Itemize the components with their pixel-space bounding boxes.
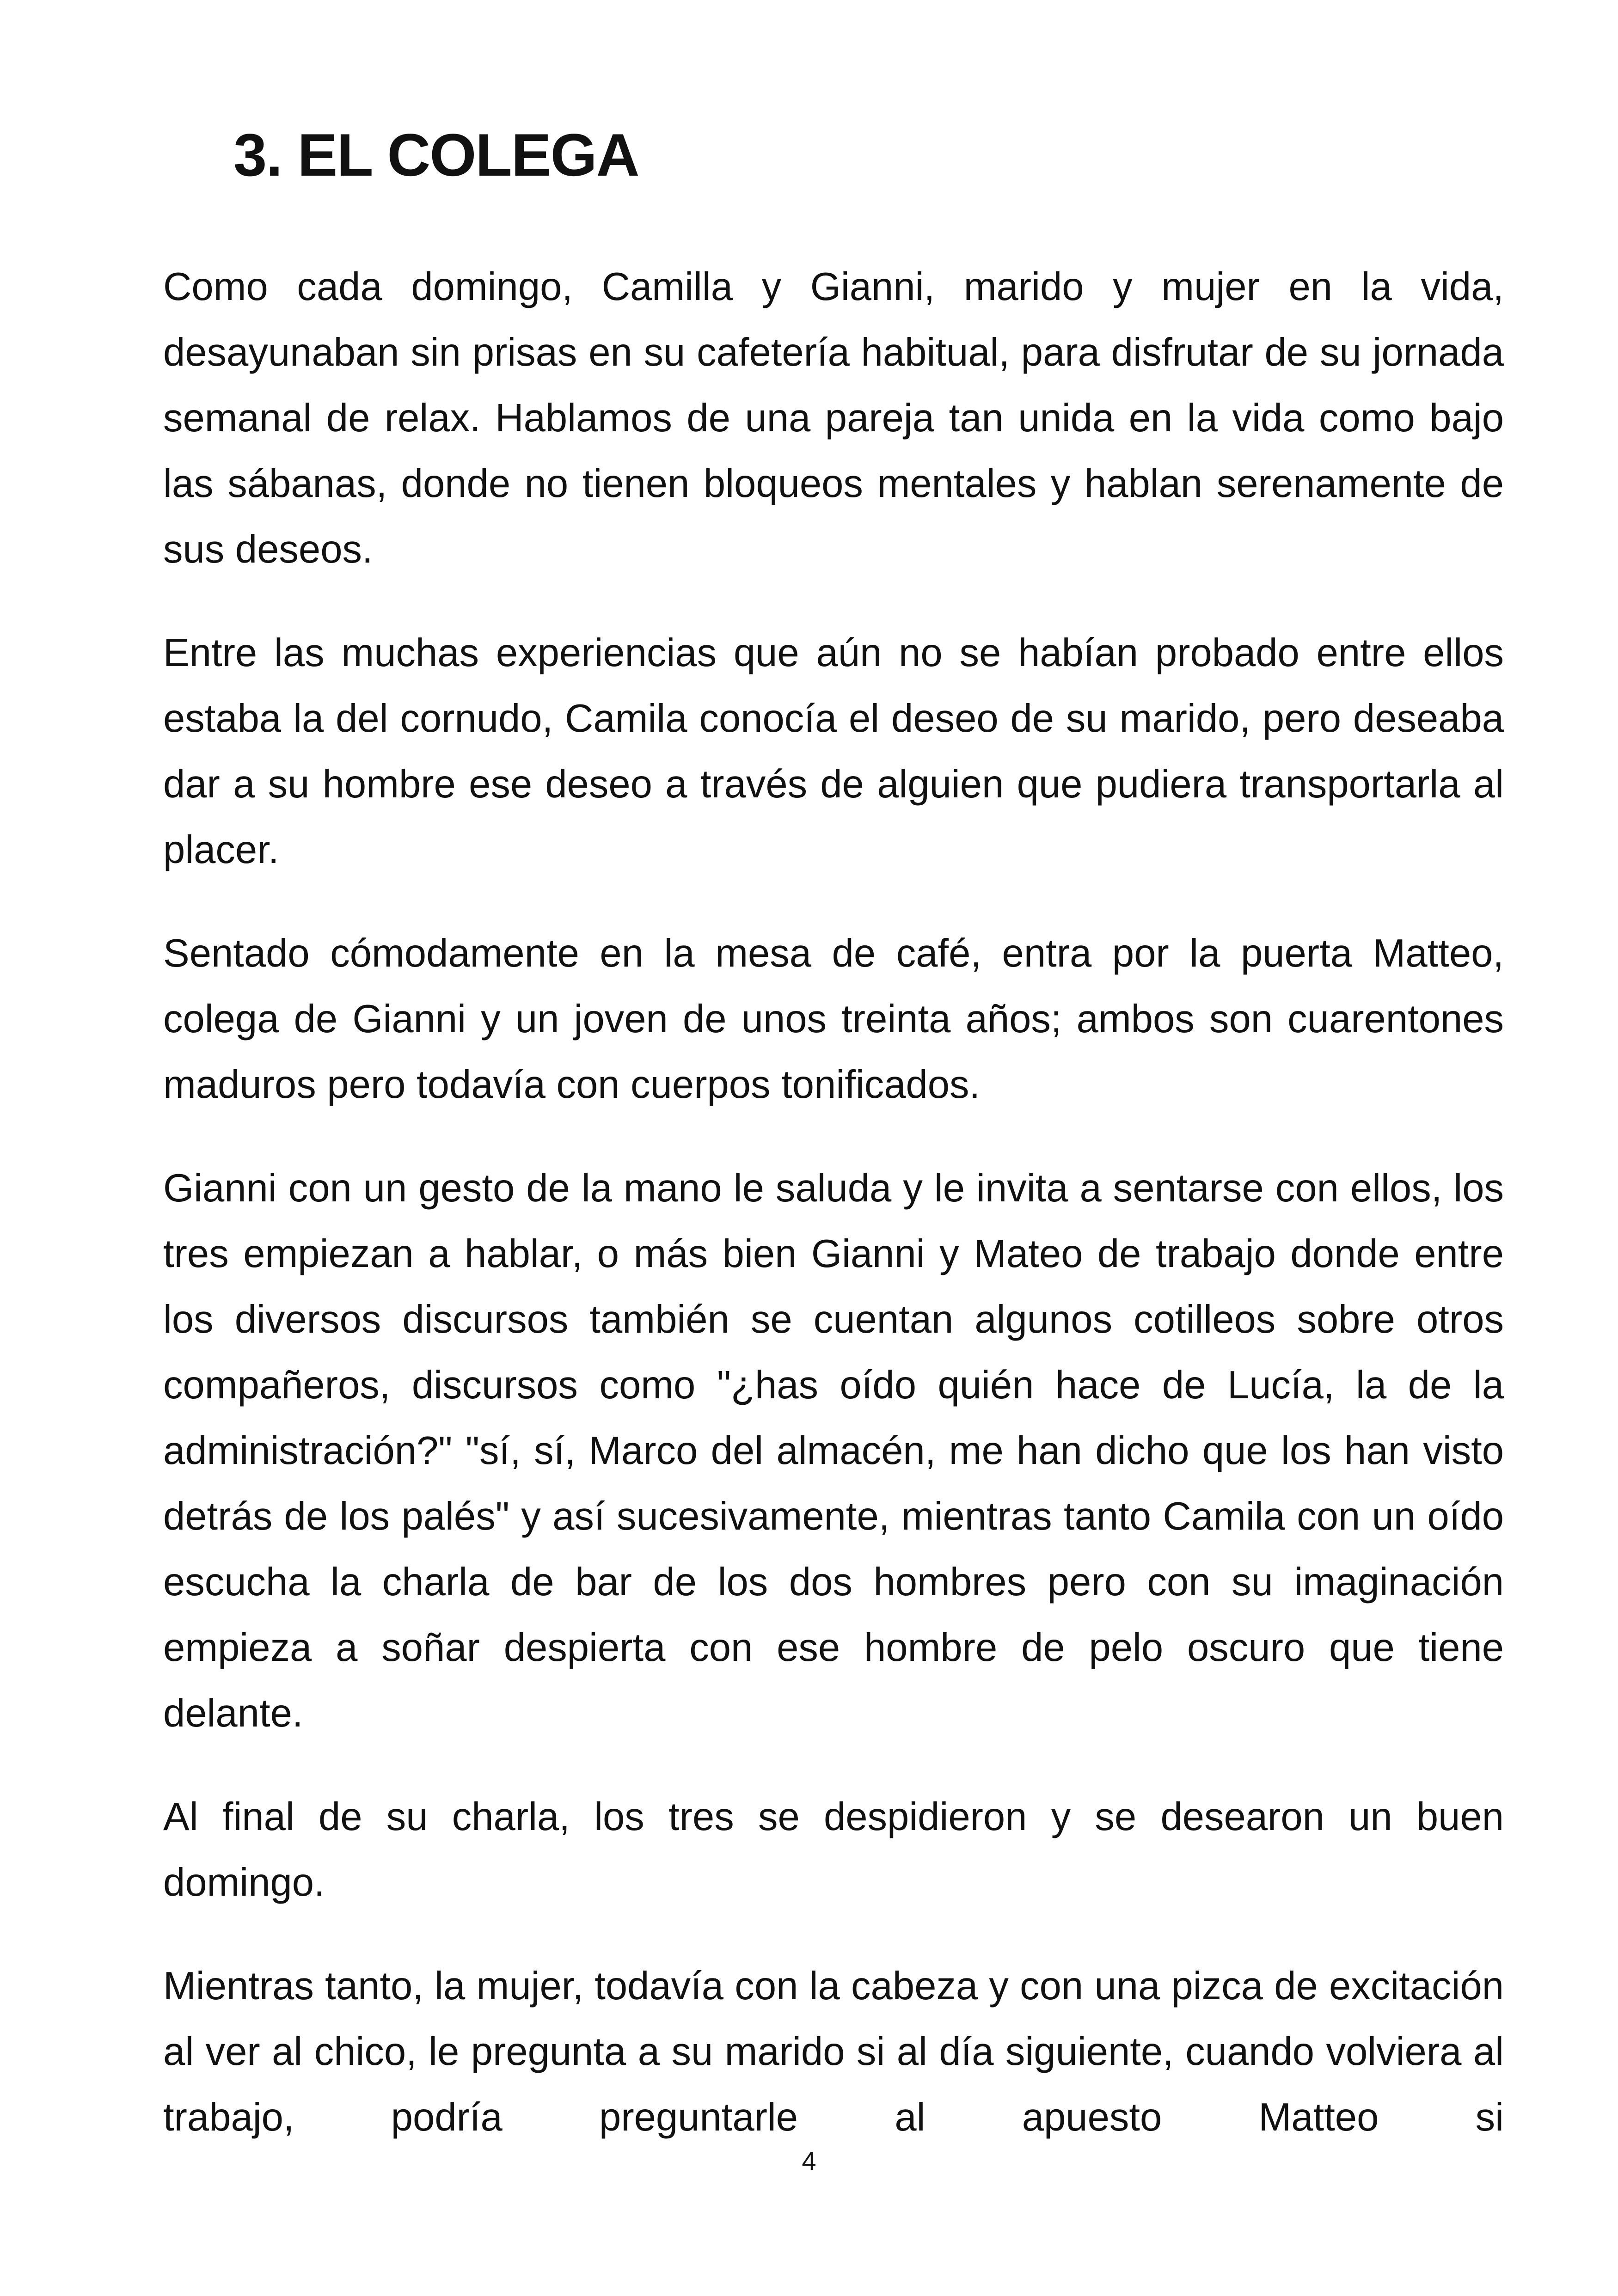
paragraph-3: Sentado cómodamente en la mesa de café, entra por la puerta Matteo, colega de Gianni y un joven de unos treinta años; ambos son cuarentones maduros pero todavía con cuerpos tonificados. — [163, 931, 1504, 1107]
paragraph-4: Gianni con un gesto de la mano le saluda y le invita a sentarse con ellos, los tres empiezan a hablar, o más bien Gianni y Mateo de trabajo donde entre los diversos discursos también se cuentan algunos cotilleos sobre otros compañeros, discursos como "¿has oído quién hace de Lucía, la de la administración?" "sí, sí, Marco del almacén, me han dicho que los han visto detrás de los palés" y así sucesivamente, mientras tanto Camila con un oído escucha la charla de bar de los dos hombres pero con su imaginación empieza a soñar despierta con ese hombre de pelo oscuro que tiene delante. — [163, 1166, 1504, 1735]
chapter-title: 3. EL COLEGA — [233, 121, 639, 189]
paragraph-5: Al final de su charla, los tres se despidieron y se desearon un buen domingo. — [163, 1795, 1504, 1904]
paragraph-1: Como cada domingo, Camilla y Gianni, marido y mujer en la vida, desayunaban sin prisas en su cafetería habitual, para disfrutar de su jornada semanal de relax. Hablamos de una pareja tan unida en la vida como bajo las sábanas, donde no tienen bloqueos mentales y hablan serenamente de sus deseos. — [163, 265, 1504, 571]
paragraph-6: Mientras tanto, la mujer, todavía con la cabeza y con una pizca de excitación al ver al chico, le pregunta a su marido si al día siguiente, cuando volviera al trabajo, podría preguntarle al apuesto Matteo si — [163, 1964, 1504, 2139]
page-number: 4 — [802, 2146, 816, 2175]
body-text — [163, 254, 1504, 2150]
paragraph-2: Entre las muchas experiencias que aún no se habían probado entre ellos estaba la del cornudo, Camila conocía el deseo de su marido, pero deseaba dar a su hombre ese deseo a través de alguien que pudiera transportarla al placer. — [163, 631, 1504, 872]
